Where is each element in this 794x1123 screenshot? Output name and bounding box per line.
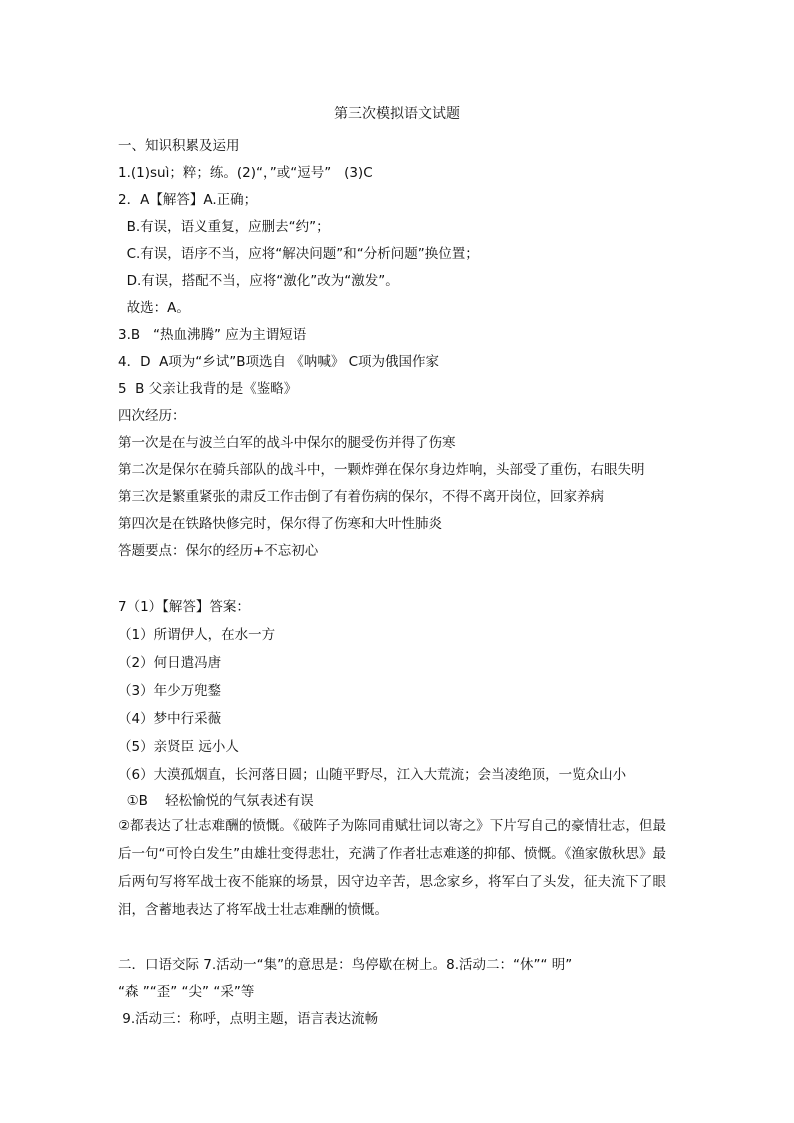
oral-line-3: 9.活动三：称呼，点明主题，语言表达流畅 <box>118 1011 379 1027</box>
poem-line-6: （6）大漠孤烟直，长河落日圆；山随平野尽，江入大荒流；会当凌绝顶，一览众山小 <box>118 767 627 783</box>
poem-line-4: （4）梦中行采薇 <box>118 711 222 727</box>
page-title: 第三次模拟语文试题 <box>334 106 460 122</box>
section-heading-knowledge: 一、知识积累及运用 <box>118 138 240 154</box>
experience-line-3: 第三次是繁重紧张的肃反工作击倒了有着伤病的保尔，不得不离开岗位，回家养病 <box>118 489 604 505</box>
answer-line-2: 2．A【解答】A.正确； <box>118 192 258 208</box>
answer-choice-b: ①B 轻松愉悦的气氛表述有误 <box>118 793 314 809</box>
answer-line-4: 4．D A项为“乡试”B项选自 《呐喊》 C项为俄国作家 <box>118 354 440 370</box>
answer-line-2b: B.有误，语义重复，应删去“约”； <box>118 219 330 235</box>
experience-heading: 四次经历： <box>118 408 186 424</box>
answer-line-3: 3.B “热血沸腾” 应为主谓短语 <box>118 327 307 343</box>
answer-key-points: 答题要点：保尔的经历+不忘初心 <box>118 543 319 559</box>
oral-line-2: “森 ”“歪” “尖” “采”等 <box>118 984 255 1000</box>
experience-line-2: 第二次是保尔在骑兵部队的战斗中，一颗炸弹在保尔身边炸响，头部受了重伤，右眼失明 <box>118 462 645 478</box>
poem-line-3: （3）年少万兜鍪 <box>118 683 222 699</box>
answer-line-1: 1.(1)suì；粹；练。(2)“，”或“逗号” (3)C <box>118 165 373 181</box>
answer-line-7: 7（1）【解答】答案： <box>118 599 250 615</box>
answer-line-5: 5 B 父亲让我背的是《鉴略》 <box>118 381 298 397</box>
experience-line-1: 第一次是在与波兰白军的战斗中保尔的腿受伤并得了伤寒 <box>118 435 456 451</box>
answer-line-2d: D.有误，搭配不当，应将“激化”改为“激发”。 <box>118 273 399 289</box>
analysis-paragraph: ②都表达了壮志难酬的愤慨。《破阵子为陈同甫赋壮词以寄之》下片写自己的豪情壮志，但最后一句“可怜白发生”由雄壮变得悲壮，充满了作者壮志难遂的抑郁、愤慨。《渔家傲秋思》最后两句写将军战士夜不能寐的场景，因守边辛苦，思念家乡，将军白了头发，征夫流下了眼泪，含蓄地表达了将军战士壮志难酬的愤慨。 <box>118 818 666 918</box>
experience-line-4: 第四次是在铁路快修完时，保尔得了伤寒和大叶性肺炎 <box>118 516 442 532</box>
answer-line-2c: C.有误，语序不当，应将“解决问题”和“分析问题”换位置； <box>118 246 479 262</box>
poem-line-2: （2）何日遣冯唐 <box>118 655 222 671</box>
poem-line-5: （5）亲贤臣 远小人 <box>118 739 239 755</box>
section-heading-oral: 二．口语交际 7.活动一“集”的意思是：鸟停歇在树上。8.活动二：“休”“ 明” <box>118 957 573 973</box>
answer-line-2-choice: 故选：A。 <box>118 300 190 316</box>
poem-line-1: （1）所谓伊人，在水一方 <box>118 627 276 643</box>
